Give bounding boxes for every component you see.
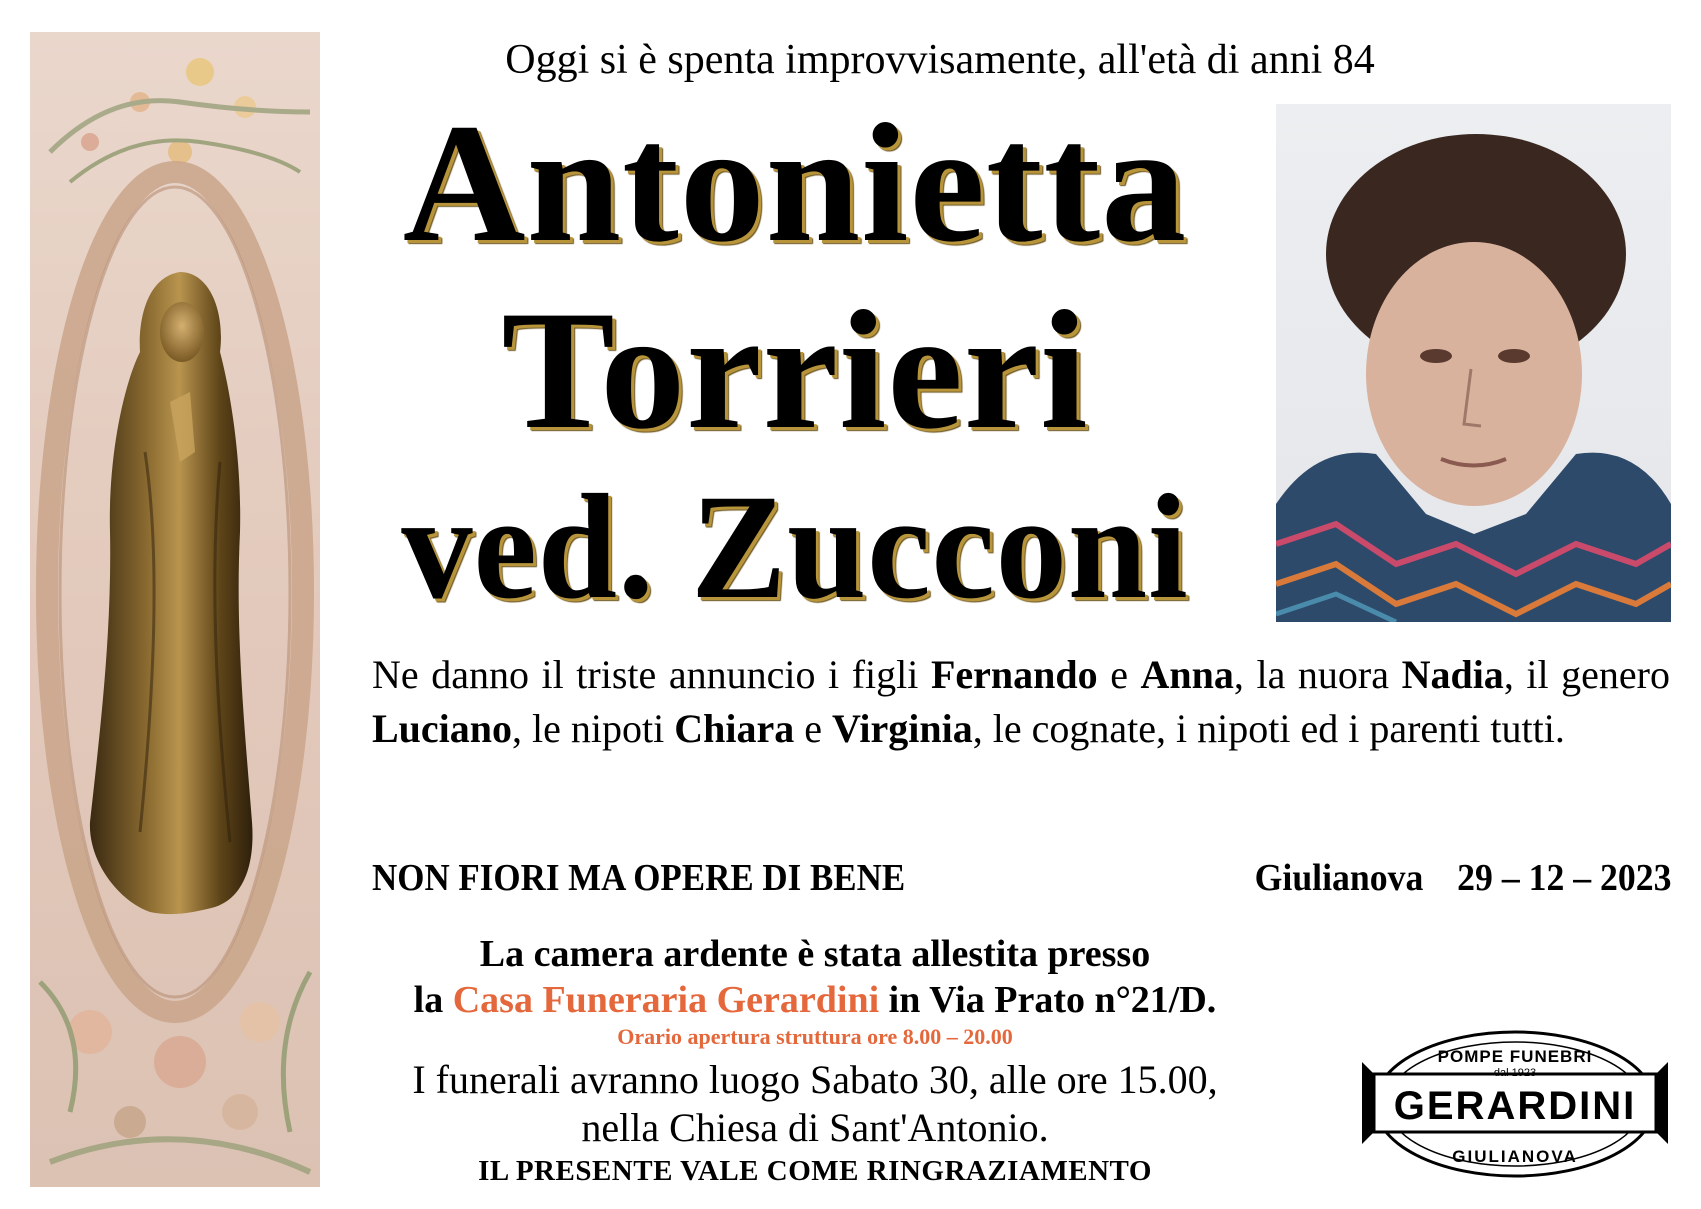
chapel-line-2 [340,978,1290,1022]
announcement-paragraph [372,648,1670,756]
funeral-church: nella Chiesa di Sant'Antonio. [581,1105,1049,1150]
place-date [1254,856,1671,900]
place: Giulianova [1254,857,1423,899]
opening-hours: Orario apertura struttura ore 8.00 – 20.00 [617,1024,1013,1049]
relative-name: Fernando [930,652,1098,697]
portrait-image [1276,104,1671,622]
relative-name: Nadia [1401,652,1504,697]
chapel-prefix: la [413,979,453,1021]
logo-since-text: dal 1923 [1493,1067,1537,1079]
logo-city-text: GIULIANOVA [1452,1147,1578,1166]
announcement-text: , il genero [1503,652,1670,697]
first-name: Antonietta [402,89,1188,277]
relative-name: Chiara [674,706,795,751]
chapel-address: in Via Prato n°21/D. [879,979,1217,1021]
madonna-side-panel [30,32,320,1187]
logo-top-text: POMPE FUNEBRI [1437,1047,1593,1066]
announcement-text: , le nipoti [512,706,675,751]
announcement-text: e [794,706,833,751]
logo-emblem [1360,1022,1670,1187]
announcement-text: , la nuora [1233,652,1402,697]
announcement-text: e [1097,652,1141,697]
relative-name: Virginia [832,706,973,751]
relative-name: Luciano [372,706,513,751]
married-name: ved. Zucconi [401,464,1189,630]
chapel-line-1: La camera ardente è stata allestita presso [479,933,1151,975]
intro-text: Oggi si è spenta improvvisamente, all'età di anni 84 [505,37,1375,83]
funeral-time: I funerali avranno luogo Sabato 30, alle ore 15.00, [412,1057,1218,1102]
portrait-photo [1276,104,1671,622]
surname: Torrieri [501,276,1089,464]
announcement-text: Ne danno il triste annuncio i figli [372,652,931,697]
thanks-notice: IL PRESENTE VALE COME RINGRAZIAMENTO [478,1155,1152,1187]
relative-name: Anna [1140,652,1234,697]
gerardini-logo [1360,1022,1670,1187]
announcement-text: , le cognate, i nipoti ed i parenti tutti. [972,706,1565,751]
date: 29 – 12 – 2023 [1456,857,1671,899]
funeral-home-name: Casa Funeraria Gerardini [452,979,880,1021]
madonna-illustration [30,32,320,1187]
logo-brand-text: GERARDINI [1393,1084,1637,1128]
no-flowers-notice: NON FIORI MA OPERE DI BENE [372,857,906,899]
